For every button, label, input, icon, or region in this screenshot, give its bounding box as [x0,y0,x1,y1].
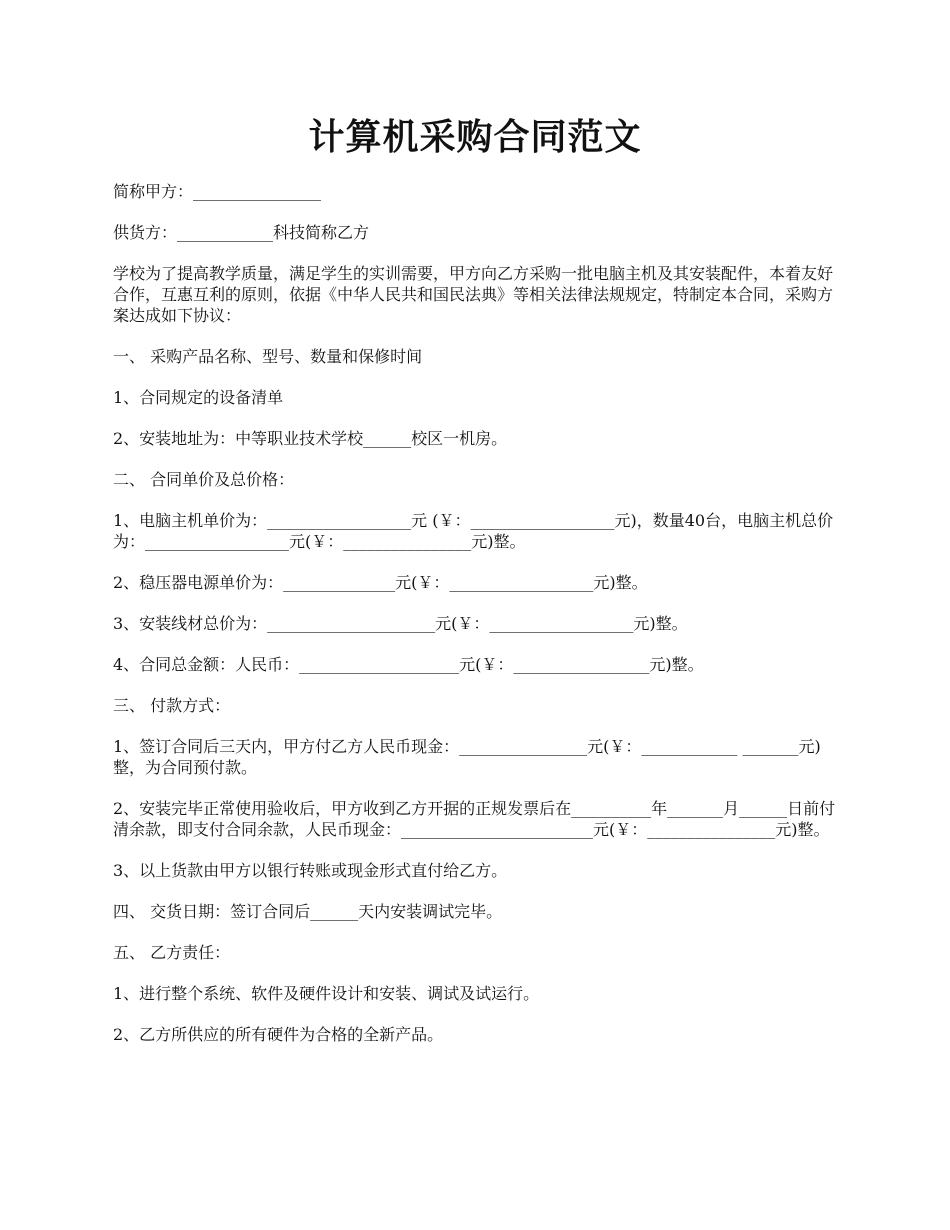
document-title: 计算机采购合同范文 [308,116,642,158]
clause-2-2: 2、稳压器电源单价为：______________元(￥：__________________元)整。 [113,573,648,592]
clause-3-1: 1、签订合同后三天内，甲方付乙方人民币现金：________________元(￥：____________ _______元)整，为合同预付款。 [113,737,821,777]
supplier-line: 供货方：____________科技简称乙方 [113,223,370,242]
clause-2-1: 1、电脑主机单价为：__________________元 (￥：__________________元)，数量40台，电脑主机总价为：__________________元(￥：________________元)整。 [113,511,834,551]
preamble-paragraph: 学校为了提高教学质量，满足学生的实训需要，甲方向乙方采购一批电脑主机及其安装配件，本着友好合作，互惠互利的原则，依据《中华人民共和国民法典》等相关法律法规规定，特制定本合同，采购方案达成如下协议： [113,264,834,325]
clause-2-4: 4、合同总金额：人民币：____________________元(￥：_________________元)整。 [113,655,704,674]
document-body [113,181,843,1065]
clause-5-1: 1、进行整个系统、软件及硬件设计和安装、调试及试运行。 [113,984,540,1003]
clause-1-1: 1、合同规定的设备清单 [113,388,284,407]
party-a-line: 简称甲方：________________ [113,182,322,201]
clause-3-3: 3、以上货款由甲方以银行转账或现金形式直付给乙方。 [113,861,508,880]
section-heading-2: 二、 合同单价及总价格： [113,470,295,489]
section-heading-3: 三、 付款方式： [113,696,231,715]
clause-3-2: 2、安装完毕正常使用验收后，甲方收到乙方开据的正规发票后在__________年_______月______日前付清余款，即支付合同余款，人民币现金：________________________元(￥：________________元)整。 [113,799,836,839]
clause-2-3: 3、安装线材总价为：_____________________元(￥：__________________元)整。 [113,614,688,633]
clause-1-2: 2、安装地址为：中等职业技术学校______校区一机房。 [113,429,508,448]
section-heading-4: 四、 交货日期：签订合同后______天内安装调试完毕。 [113,902,503,921]
clause-5-2: 2、乙方所供应的所有硬件为合格的全新产品。 [113,1025,444,1044]
section-heading-1: 一、 采购产品名称、型号、数量和保修时间 [113,347,423,366]
section-heading-5: 五、 乙方责任： [113,943,231,962]
